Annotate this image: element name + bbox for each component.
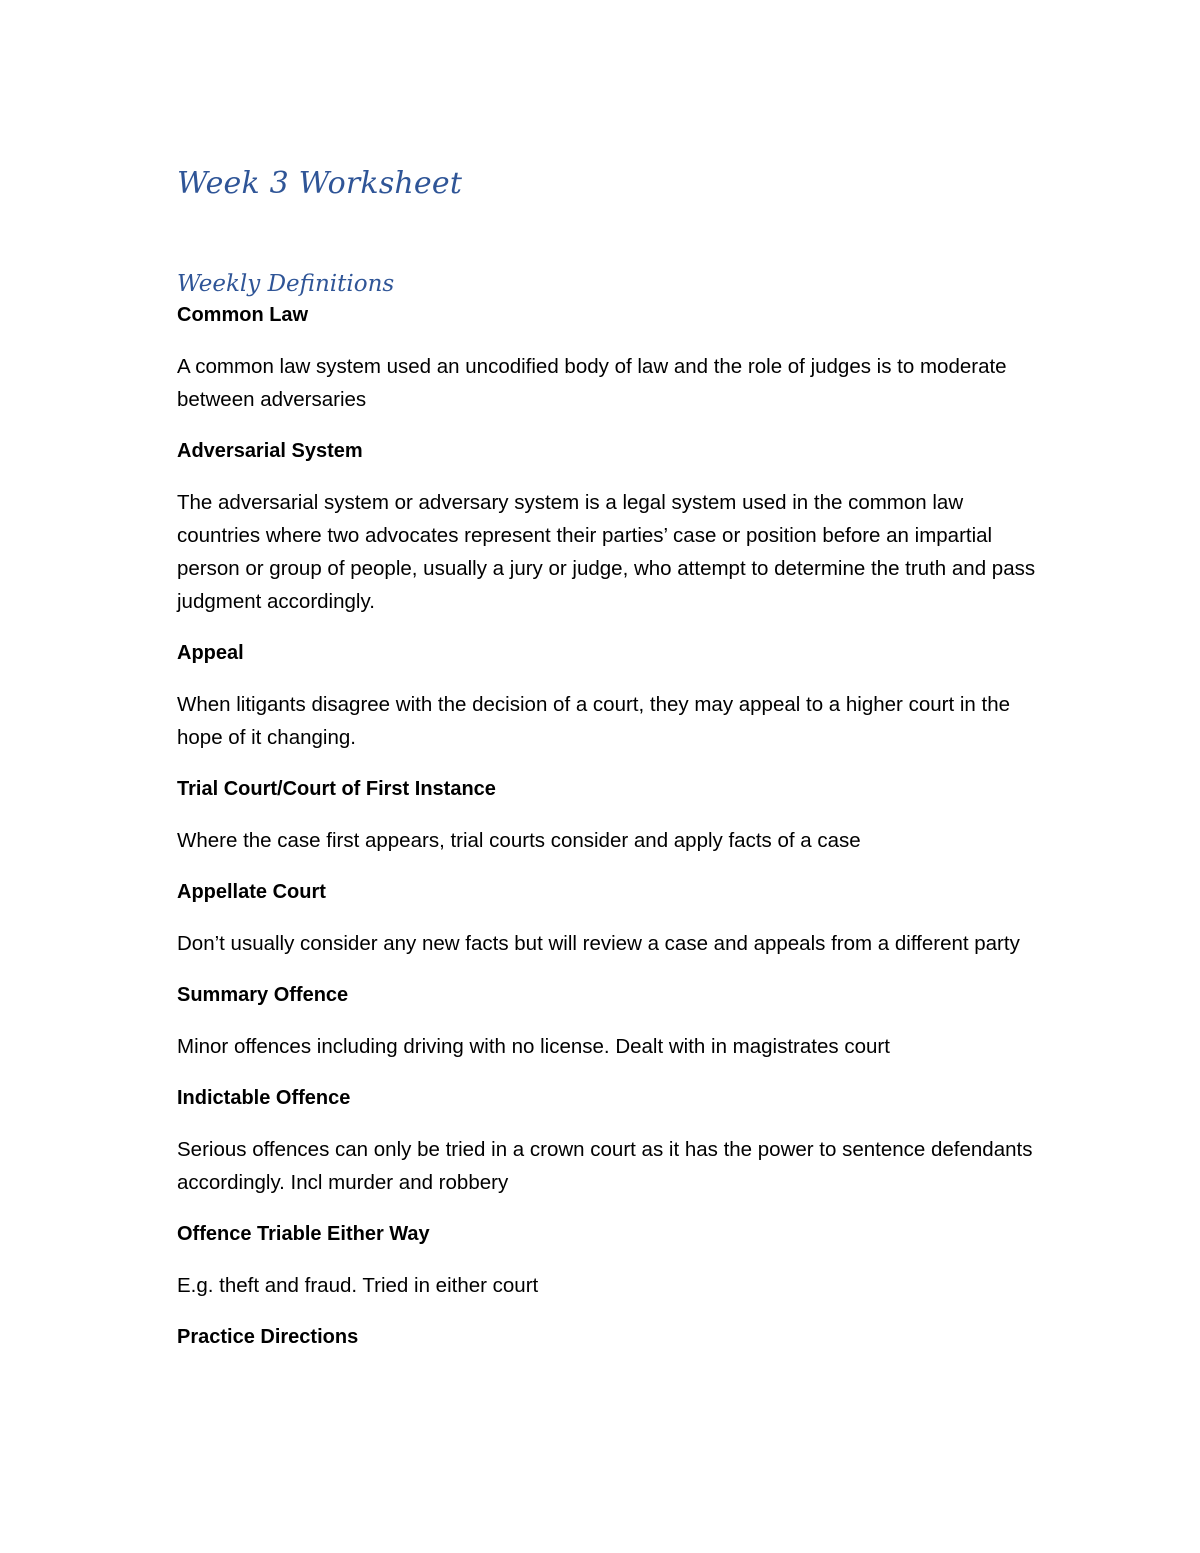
definition-term: Offence Triable Either Way — [177, 1223, 430, 1245]
definition-entry — [177, 436, 1037, 618]
definition-term: Appeal — [177, 642, 244, 664]
definition-entry — [177, 1219, 1037, 1302]
definition-text: E.g. theft and fraud. Tried in either court — [177, 1274, 539, 1297]
definition-entry — [177, 300, 1037, 416]
definition-text: When litigants disagree with the decision of a court, they may appeal to a higher court in the hope of it changing. — [177, 693, 1011, 749]
definition-term: Common Law — [177, 304, 309, 326]
definition-entry — [177, 980, 1037, 1063]
definition-text: Serious offences can only be tried in a crown court as it has the power to sentence defendants accordingly. Incl murder and robbery — [177, 1138, 1033, 1194]
definition-term: Trial Court/Court of First Instance — [177, 778, 496, 800]
section-heading: Weekly Definitions — [177, 271, 395, 297]
definition-term: Appellate Court — [177, 881, 326, 903]
definition-text: Minor offences including driving with no license. Dealt with in magistrates court — [177, 1035, 890, 1058]
document-body — [177, 160, 1037, 1352]
definition-entry — [177, 638, 1037, 754]
definition-entry — [177, 1322, 1037, 1352]
definition-term: Adversarial System — [177, 440, 363, 462]
definition-text: Where the case first appears, trial courts consider and apply facts of a case — [177, 829, 861, 852]
definition-entry — [177, 1083, 1037, 1199]
document-title: Week 3 Worksheet — [177, 166, 463, 201]
definition-text: The adversarial system or adversary system is a legal system used in the common law countries where two advocates represent their parties’ case or position before an impartial person or group of people, usually a jury or judge, who attempt to determine the truth and pass judgment accordingly. — [177, 491, 1036, 613]
definition-text: Don’t usually consider any new facts but will review a case and appeals from a different party — [177, 932, 1020, 955]
definition-text: A common law system used an uncodified body of law and the role of judges is to moderate between adversaries — [177, 355, 1007, 411]
definition-term: Practice Directions — [177, 1326, 359, 1348]
definition-entry — [177, 774, 1037, 857]
definition-term: Summary Offence — [177, 984, 349, 1006]
definition-entry — [177, 877, 1037, 960]
definition-term: Indictable Offence — [177, 1087, 351, 1109]
